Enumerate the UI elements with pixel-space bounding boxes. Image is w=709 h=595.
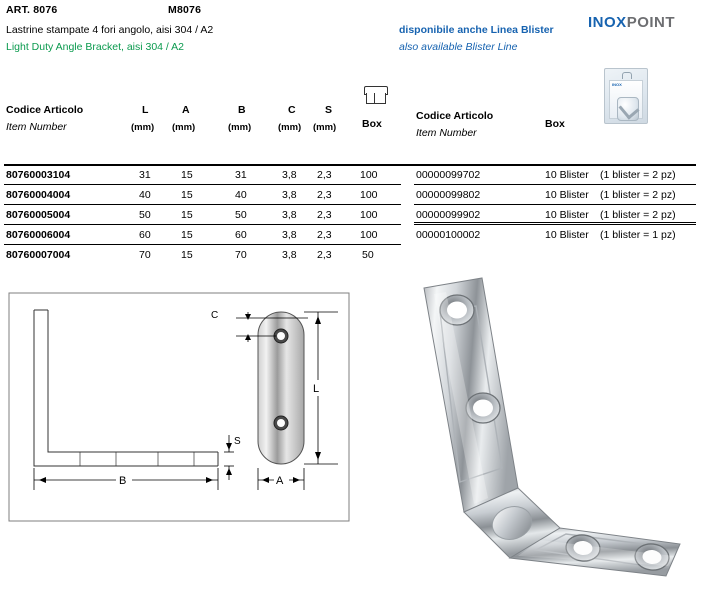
blister-note-it: disponibile anche Linea Blister xyxy=(399,24,554,36)
row3-B: 50 xyxy=(235,209,247,221)
row3-box: 100 xyxy=(360,209,378,221)
row1-A: 15 xyxy=(181,169,193,181)
dim-label-B: B xyxy=(119,475,127,487)
brand-logo-inox: INOX xyxy=(588,14,627,31)
unit-B: (mm) xyxy=(228,122,252,133)
row3-divider-left xyxy=(4,224,401,225)
row2-divider-right xyxy=(414,204,696,205)
row3-code-right: 00000099902 xyxy=(416,209,481,221)
row1-box-right: 10 Blister xyxy=(545,169,589,181)
row3-note: (1 blister = 2 pz) xyxy=(600,209,676,221)
product-title-en: Light Duty Angle Bracket, aisi 304 / A2 xyxy=(6,41,185,53)
row4-B: 60 xyxy=(235,229,247,241)
col-header-S: S xyxy=(325,104,333,116)
table-header-row xyxy=(0,96,709,158)
col-header-B: B xyxy=(238,104,246,116)
row2-L: 40 xyxy=(139,189,151,201)
row3-divider-right xyxy=(414,224,696,225)
dim-label-A: A xyxy=(276,475,284,487)
specification-table xyxy=(0,96,709,261)
row5-code: 80760007004 xyxy=(6,249,71,261)
dim-label-L: L xyxy=(313,383,320,395)
row2-box: 100 xyxy=(360,189,378,201)
unit-S: (mm) xyxy=(313,122,337,133)
product-photo xyxy=(390,276,700,588)
row5-L: 70 xyxy=(139,249,151,261)
row1-note: (1 blister = 2 pz) xyxy=(600,169,676,181)
row3-C: 3,8 xyxy=(282,209,297,221)
row4-code-right: 00000100002 xyxy=(416,229,481,241)
row4-C: 3,8 xyxy=(282,229,297,241)
row2-A: 15 xyxy=(181,189,193,201)
row4-divider-left xyxy=(4,244,401,245)
brand-logo-point: POINT xyxy=(626,14,676,31)
col-header-L: L xyxy=(142,104,149,116)
box-icon xyxy=(364,86,388,105)
article-code: ART. 8076 xyxy=(6,4,58,16)
row4-box-right: 10 Blister xyxy=(545,229,589,241)
col-header-code-it: Codice Articolo xyxy=(6,104,84,116)
blister-hook xyxy=(622,72,632,79)
row4-divider-right-top xyxy=(414,222,696,223)
row2-code-right: 00000099802 xyxy=(416,189,481,201)
row4-box: 100 xyxy=(360,229,378,241)
row1-code: 80760003104 xyxy=(6,169,71,181)
row2-code: 80760004004 xyxy=(6,189,71,201)
row1-box: 100 xyxy=(360,169,378,181)
row2-B: 40 xyxy=(235,189,247,201)
product-title-it: Lastrine stampate 4 fori angolo, aisi 304 / A2 xyxy=(6,24,214,36)
row1-S: 2,3 xyxy=(317,169,332,181)
model-code: M8076 xyxy=(168,4,202,16)
blister-note-en: also available Blister Line xyxy=(399,41,518,53)
row1-C: 3,8 xyxy=(282,169,297,181)
row5-B: 70 xyxy=(235,249,247,261)
dim-label-C: C xyxy=(211,310,219,321)
dim-label-S: S xyxy=(234,436,241,447)
row3-code: 80760005004 xyxy=(6,209,71,221)
col-header-box-right: Box xyxy=(545,118,565,130)
row5-C: 3,8 xyxy=(282,249,297,261)
unit-A: (mm) xyxy=(172,122,196,133)
row3-A: 15 xyxy=(181,209,193,221)
col-header-code-en-right: Item Number xyxy=(416,127,477,139)
col-header-code-it-right: Codice Articolo xyxy=(416,110,494,122)
col-header-A: A xyxy=(182,104,190,116)
row2-note: (1 blister = 2 pz) xyxy=(600,189,676,201)
unit-C: (mm) xyxy=(278,122,302,133)
row4-A: 15 xyxy=(181,229,193,241)
row1-code-right: 00000099702 xyxy=(416,169,481,181)
unit-L: (mm) xyxy=(131,122,155,133)
row1-divider-right xyxy=(414,184,696,185)
bracket-upper-arm xyxy=(424,278,518,512)
brand-logo xyxy=(588,14,675,31)
col-header-code-en: Item Number xyxy=(6,121,67,133)
row2-divider-left xyxy=(4,204,401,205)
row4-S: 2,3 xyxy=(317,229,332,241)
row1-L: 31 xyxy=(139,169,151,181)
row4-L: 60 xyxy=(139,229,151,241)
row5-box: 50 xyxy=(362,249,374,261)
row2-box-right: 10 Blister xyxy=(545,189,589,201)
blister-brand-label: INOX xyxy=(612,82,622,87)
row5-S: 2,3 xyxy=(317,249,332,261)
row3-box-right: 10 Blister xyxy=(545,209,589,221)
row5-A: 15 xyxy=(181,249,193,261)
row3-S: 2,3 xyxy=(317,209,332,221)
row1-divider-left xyxy=(4,184,401,185)
row4-note: (1 blister = 1 pz) xyxy=(600,229,676,241)
row4-code: 80760006004 xyxy=(6,229,71,241)
row1-B: 31 xyxy=(235,169,247,181)
row2-C: 3,8 xyxy=(282,189,297,201)
row3-L: 50 xyxy=(139,209,151,221)
col-header-box-left: Box xyxy=(362,118,382,130)
col-header-C: C xyxy=(288,104,296,116)
row2-S: 2,3 xyxy=(317,189,332,201)
table-rule-top xyxy=(4,164,696,166)
technical-drawing xyxy=(8,292,368,522)
